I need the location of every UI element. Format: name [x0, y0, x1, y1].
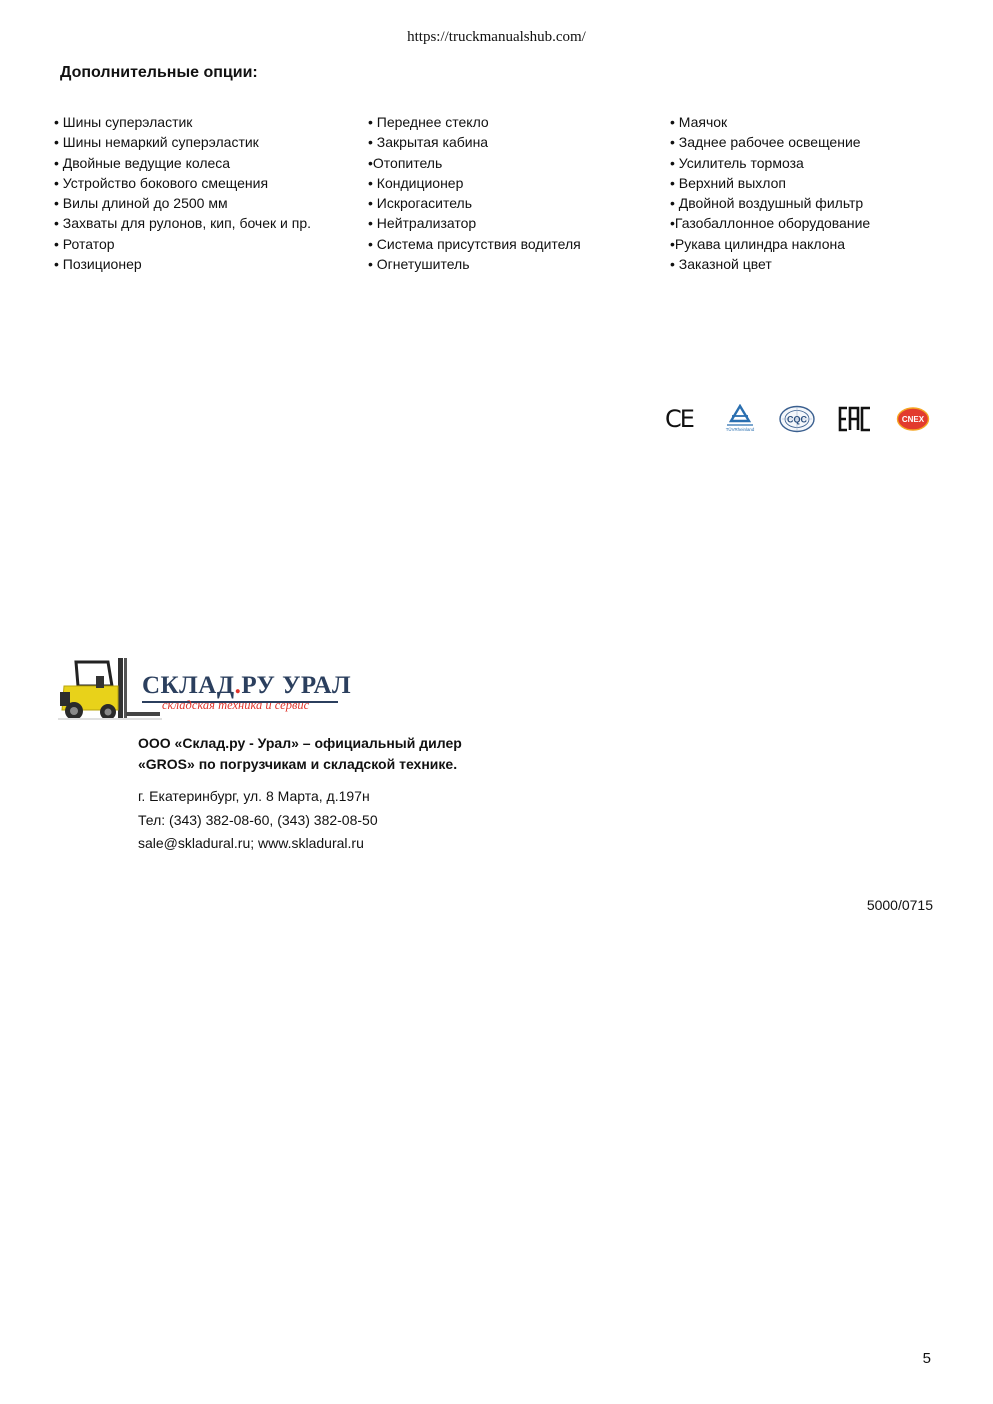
document-code: 5000/0715	[866, 897, 933, 913]
option-item: • Огнетушитель	[368, 256, 470, 273]
dealer-statement	[138, 733, 462, 774]
option-item: • Позиционер	[54, 256, 142, 273]
logo-name-part1: СКЛАД	[142, 672, 235, 699]
option-item: • Двойные ведущие колеса	[54, 154, 231, 171]
dealer-line-2: «GROS» по погрузчикам и складской технике.	[138, 755, 458, 772]
option-item: • Закрытая кабина	[368, 134, 489, 151]
option-item: • Вилы длиной до 2500 мм	[54, 195, 228, 212]
page-number: 5	[922, 1350, 931, 1367]
option-item: • Захваты для рулонов, кип, бочек и пр.	[54, 215, 311, 232]
option-item: • Шины суперэластик	[54, 114, 193, 130]
ce-mark-text: CE	[665, 405, 693, 433]
option-item: • Переднее стекло	[368, 114, 489, 130]
option-item: • Заказной цвет	[670, 256, 772, 273]
cqc-text: CQC	[787, 414, 807, 425]
options-column-3	[670, 112, 870, 274]
tuv-icon	[722, 402, 758, 436]
section-title: Дополнительные опции:	[60, 64, 258, 81]
option-item: • Ротатор	[54, 235, 115, 252]
eac-icon	[838, 402, 874, 436]
header-url: https://truckmanualshub.com/	[407, 29, 586, 45]
tuv-text: TÜVRheinland	[725, 427, 755, 432]
cnex-text: CNEX	[901, 415, 925, 424]
logo-wordmark	[142, 672, 351, 700]
phone: Тел: (343) 382-08-60, (343) 382-08-50	[138, 811, 378, 828]
dealer-line-1: ООО «Склад.ру - Урал» – официальный дилер	[138, 735, 462, 751]
option-item: • Верхний выхлоп	[670, 174, 786, 191]
option-item: • Шины немаркий суперэластик	[54, 134, 259, 151]
option-item: • Нейтрализатор	[368, 215, 477, 232]
option-item: • Двойной воздушный фильтр	[670, 195, 864, 212]
email-website: sale@skladural.ru; www.skladural.ru	[138, 835, 364, 851]
contact-info	[138, 785, 378, 856]
option-item: • Устройство бокового смещения	[54, 174, 269, 191]
address: г. Екатеринбург, ул. 8 Марта, д.197н	[138, 788, 370, 804]
company-logo	[58, 656, 352, 722]
logo-name-part2: РУ УРАЛ	[241, 672, 352, 699]
options-column-2	[368, 112, 581, 274]
cnex-icon	[896, 402, 930, 436]
certification-logos	[664, 402, 936, 436]
logo-tagline: складская техника и сервис	[162, 698, 310, 712]
option-item: •Рукава цилиндра наклона	[670, 235, 846, 252]
options-column-1	[54, 112, 311, 274]
option-item: •Газобаллонное оборудование	[670, 215, 871, 232]
ce-mark-icon	[664, 402, 694, 436]
option-item: • Искрогаситель	[368, 195, 472, 212]
option-item: • Система присутствия водителя	[368, 235, 581, 252]
logo-name-dot: .	[234, 672, 242, 699]
option-item: • Заднее рабочее освещение	[670, 134, 861, 151]
option-item: • Кондиционер	[368, 174, 464, 191]
option-item: • Усилитель тормоза	[670, 154, 804, 171]
cqc-icon	[778, 402, 816, 436]
option-item: • Маячок	[670, 114, 728, 130]
option-item: •Отопитель	[368, 154, 443, 171]
